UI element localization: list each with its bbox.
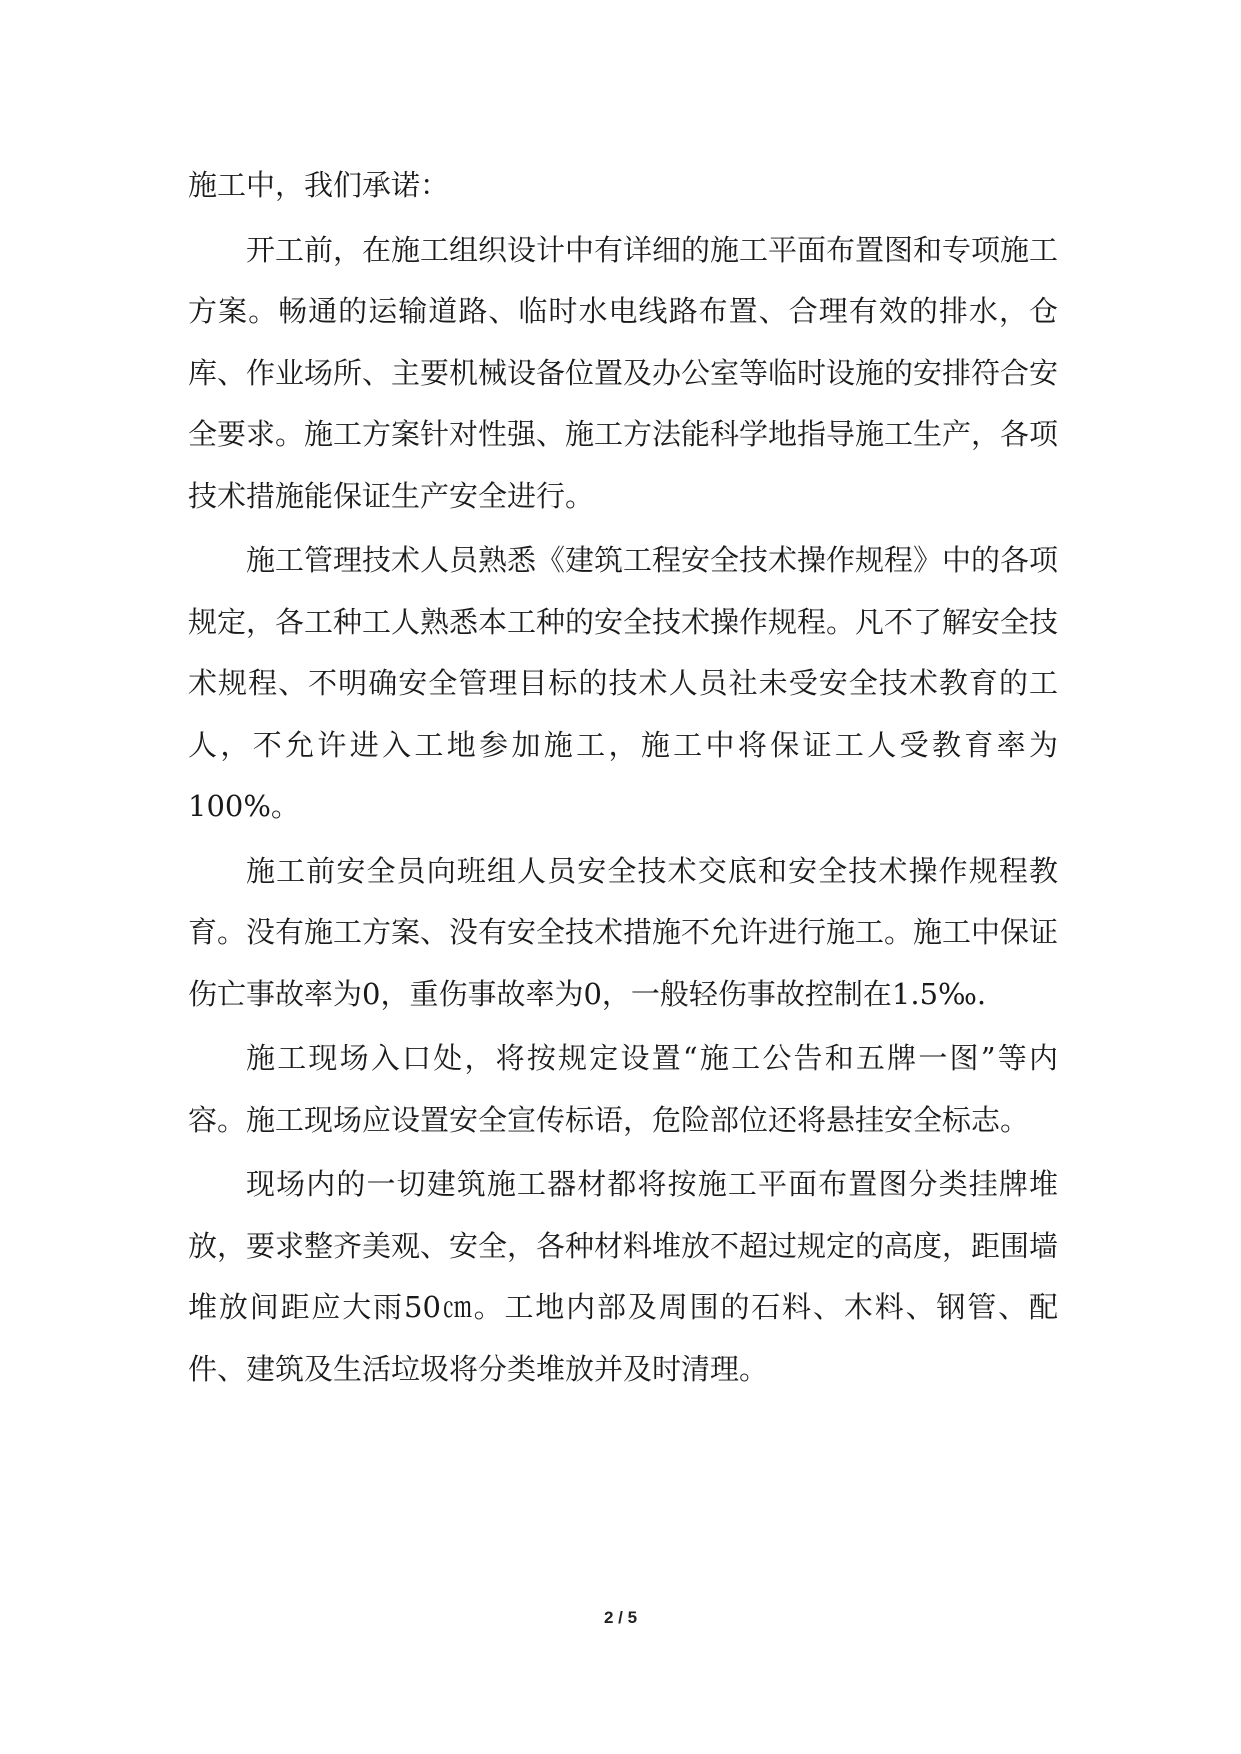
paragraph-intro: 施工中，我们承诺： xyxy=(188,168,450,202)
paragraph-site-entrance: 施工现场入口处，将按规定设置“施工公告和五牌一图”等内容。施工现场应设置安全宣传标语，危险部位还将悬挂安全标志。 xyxy=(188,1041,1058,1137)
paragraph-material-storage: 现场内的一切建筑施工器材都将按施工平面布置图分类挂牌堆放，要求整齐美观、安全，各种材料堆放不超过规定的高度，距围墙堆放间距应大雨50㎝。工地内部及周围的石料、木料、钢管、配件、建筑及生活垃圾将分类堆放并及时清理。 xyxy=(188,1167,1059,1386)
paragraph-technical-staff: 施工管理技术人员熟悉《建筑工程安全技术操作规程》中的各项规定，各工种工人熟悉本工种的安全技术操作规程。凡不了解安全技术规程、不明确安全管理目标的技术人员社未受安全技术教育的工人，不允许进入工地参加施工，施工中将保证工人受教育率为100%。 xyxy=(188,543,1059,823)
page-number: 2 / 5 xyxy=(603,1608,638,1627)
paragraph-safety-briefing: 施工前安全员向班组人员安全技术交底和安全技术操作规程教育。没有施工方案、没有安全技术措施不允许进行施工。施工中保证伤亡事故率为0，重伤事故率为0，一般轻伤事故控制在1.5‰. xyxy=(188,853,1059,1011)
body-text xyxy=(188,155,1058,1403)
paragraph-preconstruction: 开工前，在施工组织设计中有详细的施工平面布置图和专项施工方案。畅通的运输道路、临时水电线路布置、合理有效的排水，仓库、作业场所、主要机械设备位置及办公室等临时设施的安排符合安全要求。施工方案针对性强、施工方法能科学地指导施工生产，各项技术措施能保证生产安全进行。 xyxy=(188,232,1059,513)
